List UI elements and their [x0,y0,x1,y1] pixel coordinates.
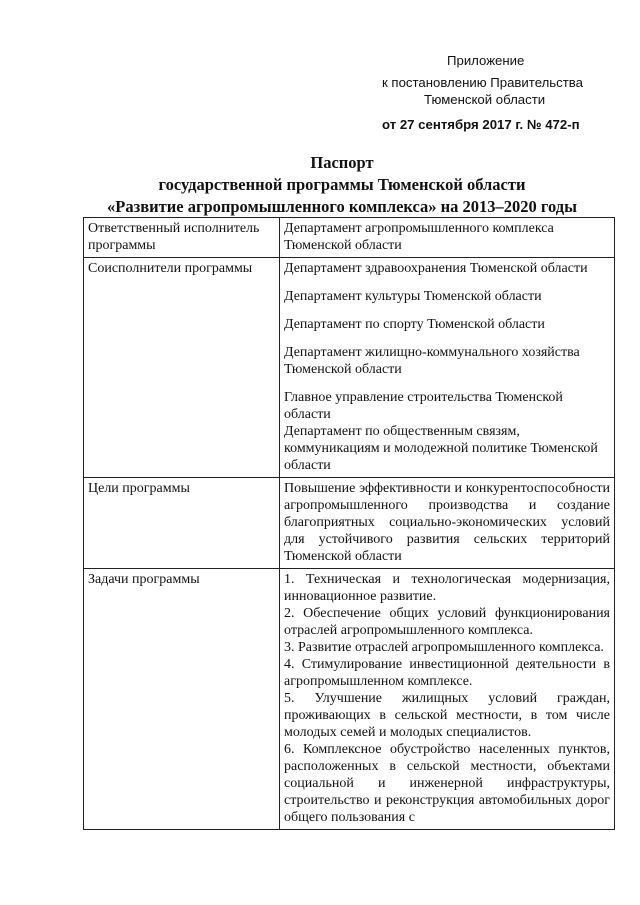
row-value [280,218,615,258]
document-subtitle: государственной программы Тюменской области [158,175,526,194]
responsible-executor: Департамент агропромышленного комплекса Тюменской области [284,221,554,253]
program-goal: Повышение эффективности и конкурентоспособности агропромышленного производства и создание благоприятных социально-экономических условий для устойчивого развития сельских территорий Тюменской области [284,481,610,564]
document-title: Паспорт [310,153,374,172]
co-executor: Департамент жилищно-коммунального хозяйства Тюменской области [284,345,580,377]
region-name: Тюменской области [424,92,546,107]
row-label: Цели программы [84,478,280,569]
co-executor: Департамент по спорту Тюменской области [284,317,545,332]
appendix-label: Приложение [447,53,525,68]
program-task: 6. Комплексное обустройство населенных пунктов, расположенных в сельской местности, объектами социальной и инженерной инфраструктуры, строительство и реконструкция автомобильных дорог общего пользования с [284,742,610,825]
row-value [280,569,615,830]
row-value [280,258,615,478]
program-task: 4. Стимулирование инвестиционной деятельности в агропромышленном комплексе. [284,657,610,689]
table-row [84,478,615,569]
row-label: Ответственный исполнитель программы [84,218,280,258]
co-executor: Главное управление строительства Тюменской области [284,390,563,422]
row-label: Задачи программы [84,569,280,830]
resolution-reference: к постановлению Правительства [382,75,583,90]
program-name: «Развитие агропромышленного комплекса» на 2013–2020 годы [107,197,577,216]
co-executor: Департамент культуры Тюменской области [284,289,542,304]
row-label: Соисполнители программы [84,258,280,478]
program-task: 3. Развитие отраслей агропромышленного комплекса. [284,640,604,655]
resolution-date-number: от 27 сентября 2017 г. № 472-п [382,117,580,132]
program-task: 5. Улучшение жилищных условий граждан, проживающих в сельской местности, в том числе молодых семей и молодых специалистов. [284,691,610,740]
co-executor: Департамент по общественным связям, коммуникациям и молодежной политике Тюменской области [284,424,598,473]
program-task: 1. Техническая и технологическая модернизация, инновационное развитие. [284,572,610,604]
co-executor: Департамент здравоохранения Тюменской области [284,261,588,276]
passport-table [83,217,615,830]
table-row [84,218,615,258]
row-value [280,478,615,569]
table-row [84,258,615,478]
program-task: 2. Обеспечение общих условий функционирования отраслей агропромышленного комплекса. [284,606,610,638]
table-row [84,569,615,830]
